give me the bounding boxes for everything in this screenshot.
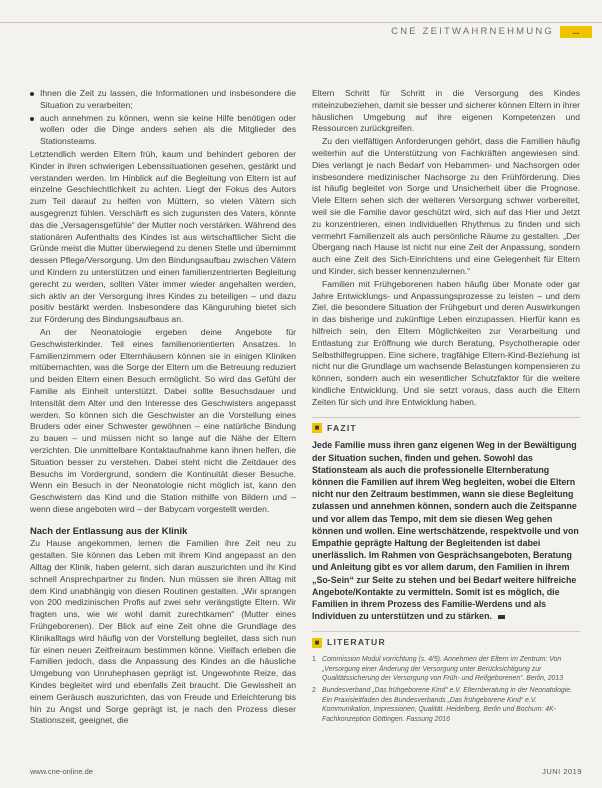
literature-list	[312, 655, 580, 724]
bullet-text: auch annehmen zu können, wenn sie keine Hilfe benötigen oder wollen oder die Dinge anders sehen als die Mitglieder des Stationsteams.	[40, 112, 296, 147]
body-paragraph: Familien mit Frühgeborenen haben häufig über Monate oder gar Jahre Entwicklungs- und Anpassungsprozesse zu leisten – und dem Ziel, die besondere Situation der Frühgeburt und deren Auswirkungen in das bisherige und zukünftige Leben einzupassen. Hierfür kann es hilfreich sein, den Eltern Möglichkeiten zur Verarbeitung und Entlastung zur Eröffnung wie durch Beratung, Psychotherapie oder Selbsthilfegruppen. Eine sichere, tragfähige Eltern-Kind-Beziehung ist nicht nur die Grundlage um wachsende Belastungen kompensieren zu können, sondern auch ein wesentlicher Schutzfaktor für die weitere kindliche Entwicklung. Und sie setzt voraus, dass auch die Eltern Zeiten für sich und ihre Entwicklung haben.	[312, 278, 580, 407]
footer-url: www.cne-online.de	[30, 767, 93, 776]
body-paragraph: Zu Hause angekommen, lernen die Familien ihre Zeit neu zu gestalten. Sie können das Leben mit ihrem Kind angepasst an den Alltag der Klinik, haben gelernt, sich daran auszurichten und ihr Kind schnell Ansprechpartner zu finden. Nun müssen sie ihren Alltag mit dem Kind unabhängig von diesen Routinen gestalten. „Wir sprangen von 200 medizinischen Profis auf zwei sehr verängstigte Eltern. Wir fragten uns, wie wir wohl damit zurechtkamen“ (Mutter eines Frühgeborenen). Der Blick auf eine Zeit ohne die Grundlage des Klinikalltags wird häufig von der Vorstellung begleitet, dass sich nun für einen neuen Zeitfreiraum bestimmen könne. Vielfach erleben die Familien jedoch, dass die Anpassung des Kindes an die häusliche Umgebung von Unruhephasen geprägt ist. Ungewohnte Reize, das Kindes begleitet wird und ebenfalls Zeit braucht. Die Gewissheit an einem Geräusch auszurichten, das von Freude und Erleichterung bis hin zu Angst und Sorge geprägt ist, je nach den Prozess dieser Stationszeit, geeignet, die	[30, 538, 296, 726]
fazit-text	[312, 439, 580, 622]
fazit-body: Jede Familie muss ihren ganz eigenen Weg in der Bewältigung der Situation suchen, finden und gehen. Sowohl das Stationsteam als auch die professionelle Elternberatung können die Familien auf ihrem Weg begleiten, wobei die Eltern nicht nur den Zeitraum bestimmen, wann sie diese Begleitung zulassen und annehmen können, sondern auch die Zeitspanne und vor allem das Tempo, mit dem sie diesen Weg gehen können und wollen. Eine wertschätzende, respektvolle und von Empathie geprägte Haltung der Begleitenden ist dabei unerlässlich. Im Rahmen von Gesprächsangeboten, Beratung und Anleitung gibt es vor allem darum, den Familien in ihrem „So-Sein“ zur Seite zu stehen und bei Bedarf weitere hilfreiche Angebote/Kontakte zu vermitteln. Somit ist es möglich, die Familien in ihrem Prozess des Familie-Werdens und als Individuen zu unterstützen und zu stärken.	[312, 440, 579, 622]
end-mark-icon	[498, 615, 505, 619]
literature-text: Commission Modul vorrichtung (s. 4/5). Annehmen der Eltern im Zentrum: Von „Versorgung einer Änderung der Versorgung unter Berücksichtigung zur Qualitätssicherung der Versorgung von Früh- und Reifgeborenen“. Berlin, 2013	[322, 656, 564, 682]
literature-title: LITERATUR	[327, 637, 386, 648]
right-column	[312, 88, 580, 727]
literature-item	[312, 655, 580, 683]
bullet-text: Ihnen die Zeit zu lassen, die Informationen und insbesondere die Situation zu verarbeiten;	[40, 88, 296, 110]
literature-header	[312, 631, 580, 649]
fazit-marker-icon: ■	[312, 423, 322, 433]
body-paragraph: An der Neonatologie ergeben deine Angebote für Geschwisterkinder. Teil eines familienorientierten Ansatzes. In Familienzimmern oder Elternhäusern können sie in einigen Kliniken mitübernachten, was die Sorge der Eltern um die Betreuung reduziert und beiden Eltern einen Besuch ermöglicht. So wird das Gefühl der Familie als Einheit unterstützt. Dabei sollte Besuchsdauer und Intensität dem Alter und den Interesse des Geschwisters angepasst werden. So können sich die Geschwister an die Vorstellung eines Bruders oder einer Schwester gewöhnen – eine natürliche Bindung zu bauen – und müssen nicht so lange auf die Nähe der Eltern verzichten. Die unmittelbare Kontaktaufnahme kann ihnen helfen, die Situation besser zu verstehen. Dabei steht nicht die Zeitdauer des Besuchs im Vordergrund, sondern die Kontinuität dieser Besuche. Wenn ein Besuch in der Neonatologie nicht möglich ist, kann den Geschwistern das Kind und die Station mithilfe von Bildern und – wenn diese angeboten wird – der Babycam vorgestellt werden.	[30, 326, 296, 514]
literature-number: 1	[312, 656, 316, 664]
literature-number: 2	[312, 687, 316, 695]
fazit-title: FAZIT	[327, 422, 357, 433]
bullet-item	[30, 113, 296, 148]
running-head: CNE ZEITWAHRNEHMUNG	[391, 26, 554, 37]
body-paragraph: Eltern Schritt für Schritt in die Versorgung des Kindes miteinzubeziehen, damit sie besser und sicherer können Eltern in ihrer häuslichen Umgebung auf ihre eigenen Kompetenzen und Ressourcen zurückgreifen.	[312, 88, 580, 134]
body-paragraph: Letztendlich werden Eltern früh, kaum und behindert geboren der Kinder in ihren schwierigen Lebenssituationen gesehen, gestärkt und verstanden werden. Im Hinblick auf die Begleitung von Eltern ist auf einzelne Geschlechtlichkeit zu achten. Liegt der Fokus des Autors zum Teil darauf zu helfen von Müttern, so vielen Vätern sich ausgegrenzt fühlen. Verschärft es sich zugunsten des Vaters, könnte das die „Versagensgefühle“ der Mutter noch verstärken. Während des stationären Aufenthalts des Kindes ist aus wirtschaftlicher Sicht die Gründe meist die Mutter überwiegend zu denen Stelle und übernimmt dessen Pflege/Versorgung. Um den Bindungsaufbau zwischen Vätern und Kindern zu unterstützen und einen familienzentrierten Begleitung gerecht zu werden, sollten Väter immer wieder angehalten werden, sich aktiv an der Versorgung ihres Kindes zu beteiligen – und dazu positiv bestärkt werden. Insbesondere das Känguruhing bietet sich zur Förderung des Bindungsaufbaus an.	[30, 148, 296, 325]
literature-text: Bundesverband „Das frühgeborene Kind“ e.V. Elternberatung in der Neonatologie. Ein Praxisleitfaden des Bundesverbands „Das frühgeborene Kind“ e.V. Kommunikation, Impressionen, Qualität. Heidelberg, Berlin und Bochum: 4K-Fachkonzeption Göttingen. Fassung 2016	[322, 687, 573, 723]
bullet-list	[30, 88, 296, 148]
bullet-item	[30, 88, 296, 112]
bullet-dot-icon	[30, 92, 34, 96]
header-rule	[0, 22, 602, 23]
bullet-dot-icon	[30, 117, 34, 121]
footer-issue: JUNI 2019	[542, 767, 582, 776]
literature-item	[312, 686, 580, 724]
fazit-header	[312, 417, 580, 435]
body-paragraph: Zu den vielfältigen Anforderungen gehört, dass die Familien häufig weiterhin auf die Unterstützung von Fachkräften angewiesen sind. Dies verlangt je nach Bedarf von Hebammen- und Nachsorgen oder insbesondere medizinischer Nachsorge zu den Frühförderung. Dies ist häufig begleitet von Sorge und Unsicherheit über die Prognose. Viele Eltern sehen sich der weiteren Versorgung schwer vorbereitet, weil sie die Familie davor geschützt wird, sich auf das Hier und Jetzt zu konzentrieren, einen individuellen Rhythmus zu finden und sich vermehrt Familienzeit als auch persönliche Räume zu gestalten. „Der Übergang nach Hause ist nicht nur eine Zeit der Anpassung, sondern auch eine Zeit des Sich-Einrichtens und eine Gelegenheit für Eltern und Kinder, sich besser kennenzulernen.“	[312, 136, 580, 276]
literature-marker-icon: ■	[312, 638, 322, 648]
left-column	[30, 88, 296, 727]
page-badge: ...	[560, 26, 592, 38]
section-subheading: Nach der Entlassung aus der Klinik	[30, 524, 188, 536]
